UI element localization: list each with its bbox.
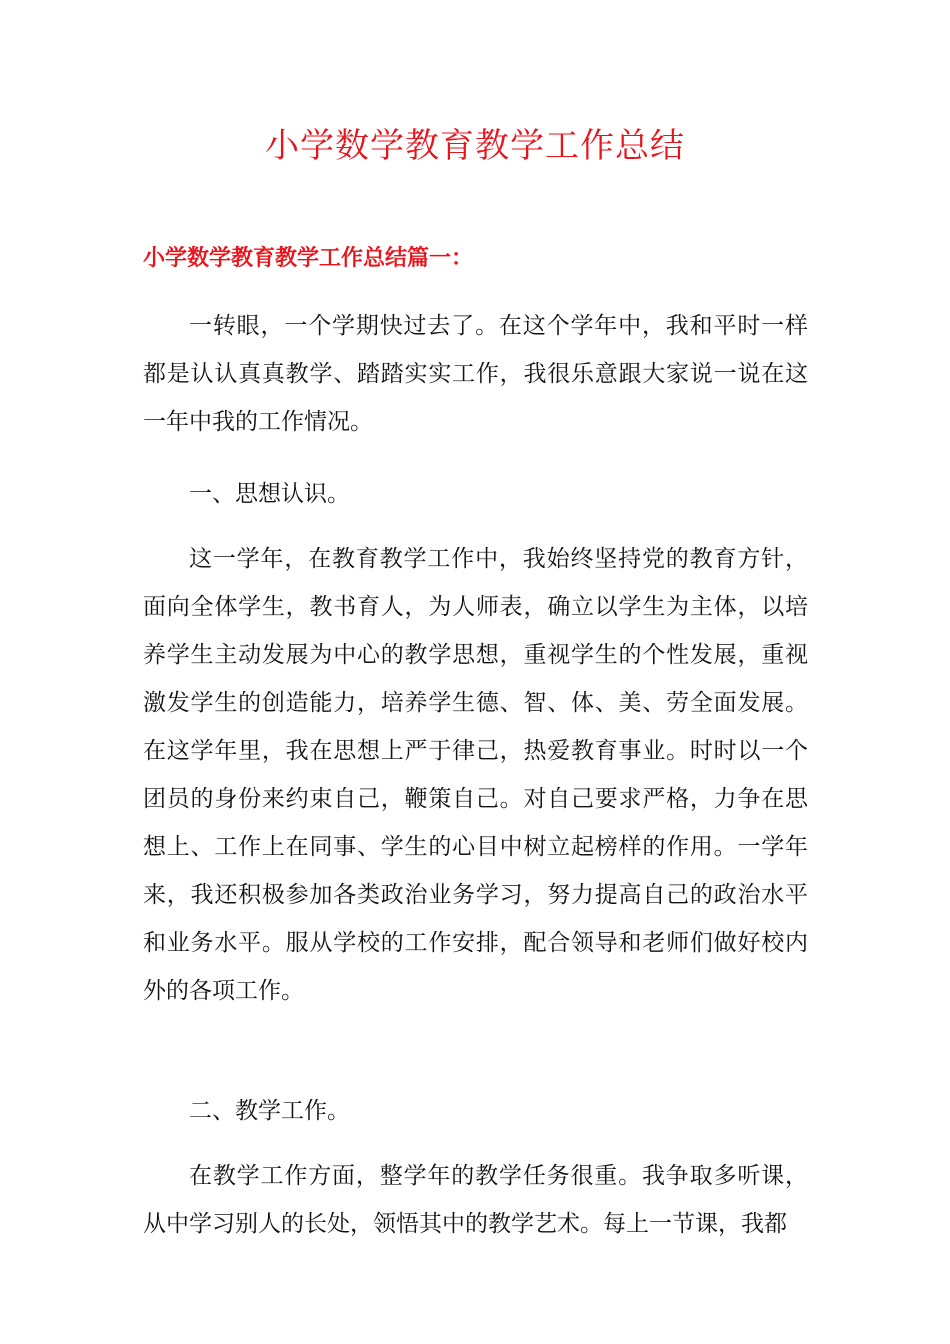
- paragraph-intro: 一转眼，一个学期快过去了。在这个学年中，我和平时一样都是认认真真教学、踏踏实实工作，我很乐意跟大家说一说在这一年中我的工作情况。: [143, 313, 808, 435]
- document-title: 小学数学教育教学工作总结: [265, 126, 685, 166]
- subheading-thought: 一、思想认识。: [189, 481, 350, 507]
- subheading-teaching: 二、教学工作。: [189, 1098, 350, 1124]
- paragraph-thought: 这一学年，在教育教学工作中，我始终坚持党的教育方针，面向全体学生，教书育人，为人师表，确立以学生为主体，以培养学生主动发展为中心的教学思想，重视学生的个性发展，重视激发学生的创造能力，培养学生德、智、体、美、劳全面发展。在这学年里，我在思想上严于律己，热爱教育事业。时时以一个团员的身份来约束自己，鞭策自己。对自己要求严格，力争在思想上、工作上在同事、学生的心目中树立起榜样的作用。一学年来，我还积极参加各类政治业务学习，努力提高自己的政治水平和业务水平。服从学校的工作安排，配合领导和老师们做好校内外的各项工作。: [143, 546, 808, 1004]
- section-heading: 小学数学教育教学工作总结篇一：: [143, 246, 474, 271]
- paragraph-teaching: 在教学工作方面，整学年的教学任务很重。我争取多听课，从中学习别人的长处，领悟其中的教学艺术。每上一节课，我都: [143, 1163, 808, 1237]
